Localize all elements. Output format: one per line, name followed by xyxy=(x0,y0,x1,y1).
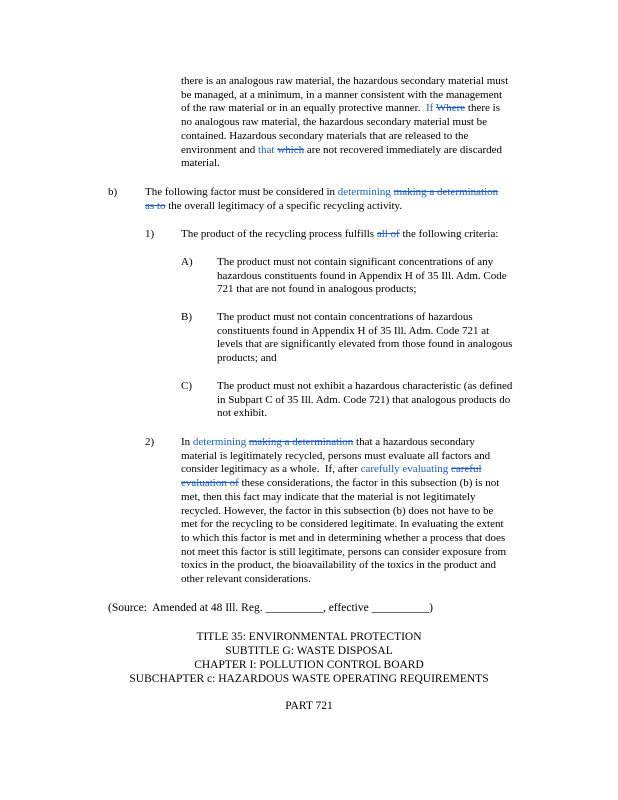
text-run: of the raw material or in an equally protective manner. xyxy=(181,102,426,115)
text-line: material. xyxy=(181,157,220,170)
text-line: no analogous raw material, the hazardous secondary material must be xyxy=(181,116,488,129)
text-line: hazardous constituents found in Appendix H of 35 Ill. Adm. Code xyxy=(217,269,507,282)
top-paragraph xyxy=(181,75,508,171)
text-line xyxy=(181,477,506,491)
text-line: constituents found in Appendix H of 35 Ill. Adm. Code 721 at xyxy=(217,324,490,337)
text-line xyxy=(181,436,506,450)
inserted-text: carefully evaluating xyxy=(360,463,449,476)
inserted-text: determining xyxy=(337,186,391,198)
text-line: material is legitimately recycled, persons must evaluate all factors and xyxy=(181,449,491,462)
inserted-text: that xyxy=(257,143,275,156)
item-A-text xyxy=(217,256,507,297)
text-line: products; and xyxy=(217,352,277,365)
text-run: these considerations, the factor in this subsection (b) is not xyxy=(238,477,500,490)
item-2-text xyxy=(181,436,506,587)
subtitle-heading: SUBTITLE G: WASTE DISPOSAL xyxy=(225,645,393,657)
subsection-b-text xyxy=(145,186,498,213)
deleted-text: which xyxy=(277,143,305,156)
text-line xyxy=(181,102,508,116)
deleted-text: making a determination xyxy=(248,436,354,448)
text-line: The product must not contain concentrations of hazardous xyxy=(217,311,473,323)
text-line: levels that are significantly elevated from those found in analogous xyxy=(217,338,513,351)
source-note: (Source: Amended at 48 Ill. Reg. __________, effective __________) xyxy=(108,602,433,614)
deleted-text: careful xyxy=(451,463,482,476)
text-line: there is an analogous raw material, the hazardous secondary material must xyxy=(181,75,509,87)
text-line: The product must not contain significant concentrations of any xyxy=(217,256,494,268)
chapter-heading: CHAPTER I: POLLUTION CONTROL BOARD xyxy=(194,659,424,671)
text-line: The product must not exhibit a hazardous characteristic (as defined xyxy=(217,380,513,392)
text-run: that a hazardous secondary xyxy=(353,436,475,448)
item-C-text xyxy=(217,380,512,421)
subchapter-heading: SUBCHAPTER c: HAZARDOUS WASTE OPERATING REQUIREMENTS xyxy=(129,673,489,685)
text-line: met for the recycling to be considered legitimate. In evaluating the extent xyxy=(181,518,504,531)
text-line: toxics in the product, the bioavailability of the toxics in the product and xyxy=(181,559,496,572)
inserted-text: If xyxy=(425,102,434,115)
text-line: in Subpart C of 35 Ill. Adm. Code 721) that analogous products do xyxy=(217,393,511,406)
text-line: met, then this fact may indicate that the material is not legitimately xyxy=(181,490,476,503)
text-line xyxy=(181,228,498,242)
text-run: The following factor must be considered in xyxy=(145,186,338,198)
deleted-text: making a determination xyxy=(393,186,499,198)
item-B-text xyxy=(217,311,512,366)
text-line xyxy=(181,463,506,477)
text-run: The product of the recycling process fulfills xyxy=(181,228,377,240)
item-1-text xyxy=(181,228,498,242)
text-run: the overall legitimacy of a specific recycling activity. xyxy=(165,199,403,212)
inserted-text: determining xyxy=(192,436,247,448)
text-run: In xyxy=(181,436,193,448)
text-run: there is xyxy=(465,102,500,115)
text-line: 721 that are not found in analogous products; xyxy=(217,283,417,296)
text-line xyxy=(181,144,508,158)
text-line: be managed, at a minimum, in a manner consistent with the management xyxy=(181,88,503,101)
title-heading: TITLE 35: ENVIRONMENTAL PROTECTION xyxy=(196,631,422,643)
item-label-1: 1) xyxy=(145,228,155,240)
text-line: not exhibit. xyxy=(217,407,268,420)
subsection-label-b: b) xyxy=(108,186,118,198)
text-run: the following criteria: xyxy=(399,228,499,240)
text-line: not meet this factor is still legitimate, persons can consider exposure from xyxy=(181,545,507,558)
text-line: recycled. However, the factor in this subsection (b) does not have to be xyxy=(181,504,494,517)
deleted-text: evaluation of xyxy=(181,477,239,490)
text-run: are not recovered immediately are discarded xyxy=(304,143,503,156)
item-label-2: 2) xyxy=(145,436,155,448)
text-run: environment and xyxy=(181,143,258,156)
text-line: contained. Hazardous secondary materials that are released to the xyxy=(181,129,469,142)
text-line: other relevant considerations. xyxy=(181,573,311,586)
text-line xyxy=(145,186,498,200)
deleted-text: as to xyxy=(145,199,166,212)
item-label-C: C) xyxy=(181,380,192,392)
item-label-B: B) xyxy=(181,311,192,323)
deleted-text: Where xyxy=(435,102,466,115)
part-heading: PART 721 xyxy=(285,700,333,712)
deleted-text: all of xyxy=(376,228,400,240)
text-run: consider legitimacy as a whole. If, after xyxy=(181,463,361,476)
text-line xyxy=(145,200,498,214)
text-line: to which this factor is met and in determining whether a process that does xyxy=(181,531,506,544)
item-label-A: A) xyxy=(181,256,193,268)
